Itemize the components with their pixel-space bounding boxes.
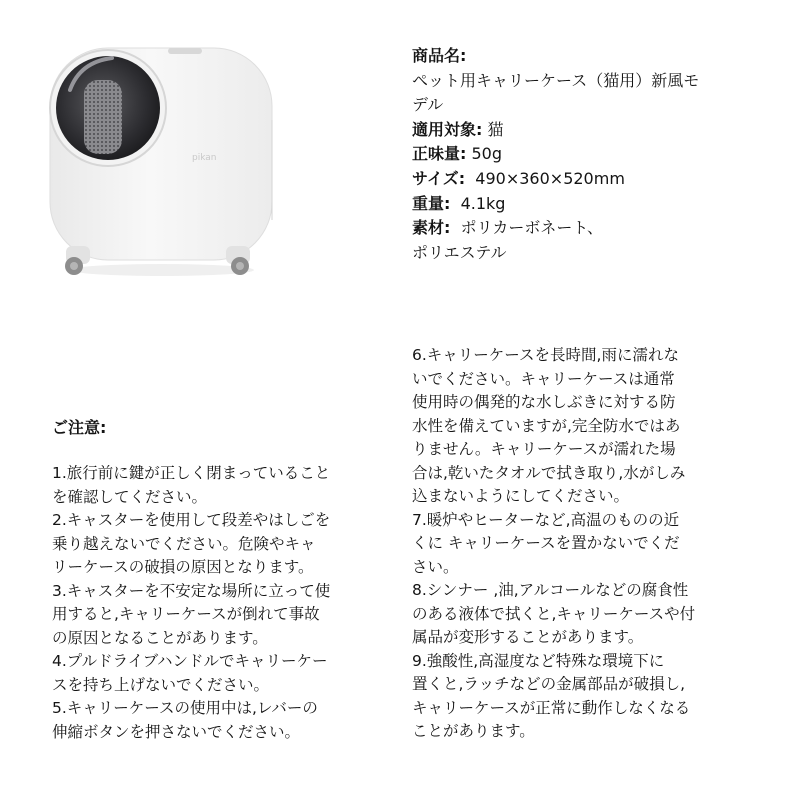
note-line: 7.暖炉やヒーターなど,高温のものの近 [412,510,680,529]
note-line: 3.キャスターを不安定な場所に立って使 [52,581,331,600]
note-line: リーケースの破損の原因となります。 [52,558,314,576]
note-line: キャリーケースが正常に動作しなくなる [412,698,691,717]
spec-product-name-label: 商品名: [412,46,467,65]
note-line: 4.プルドライブハンドルでキャリーケー [52,652,328,670]
product-image [40,40,280,280]
notes-right-column [412,344,772,744]
caution-heading: ご注意: [52,418,107,437]
note-line: 合は,乾いたタオルで拭き取り,水がしみ [412,463,686,482]
note-line: 8.シンナー ,油,アルコールなどの腐食性 [412,581,689,599]
brand-logo: pikan [192,153,217,163]
spec-size: サイズ: 490×360×520mm [412,168,625,188]
note-line: りません。キャリーケースが濡れた場 [412,440,676,458]
spec-list [412,44,772,265]
pet-carrier-illustration [40,40,280,280]
note-line: スを持ち上げないでください。 [52,675,270,694]
note-line: 1.旅行前に鍵が正しく閉まっていること [52,464,331,482]
spec-weight: 重量: 4.1kg [412,193,506,213]
spec-product-name-value-cont: デル [412,95,444,115]
note-line: いでください。キャリーケースは通常 [412,369,675,388]
note-line: 置くと,ラッチなどの金属部品が破損し, [412,675,686,693]
note-line: 属品が変形することがあります。 [412,628,644,646]
note-line: 使用時の偶発的な水しぶきに対する防 [412,393,676,411]
note-line: 水性を備えていますが,完全防水ではあ [412,416,681,435]
note-line: 9.強酸性,高湿度など特殊な環境下に [412,651,665,670]
spec-net-weight: 正味量: 50g [412,144,503,164]
note-line: くに キャリーケースを置かないでくだ [412,534,680,552]
note-line: さい。 [412,557,459,576]
spec-product-name-value: ペット用キャリーケース（猫用）新風モ [412,70,700,90]
spec-target: 適用対象: 猫 [412,119,504,139]
note-line: ことがあります。 [412,722,535,740]
notes-left-column [52,462,402,744]
note-line: 込まないようにしてください。 [412,487,630,505]
note-line: のある液体で拭くと,キャリーケースや付 [412,604,696,623]
note-line: 用すると,キャリーケースが倒れて事故 [52,605,320,623]
note-line: 5.キャリーケースの使用中は,レバーの [52,699,318,717]
note-line: 乗り越えないでください。危険やキャ [52,534,316,553]
note-line: 伸縮ボタンを押さないでください。 [52,722,301,741]
note-line: 6.キャリーケースを長時間,雨に濡れな [412,346,679,364]
note-line: を確認してください。 [52,487,208,506]
spec-material: 素材: ポリカーボネート、 [412,218,603,238]
note-line: 2.キャスターを使用して段差やはしごを [52,511,331,529]
spec-material-cont: ポリエステル [412,242,507,262]
note-line: の原因となることがあります。 [52,628,268,647]
